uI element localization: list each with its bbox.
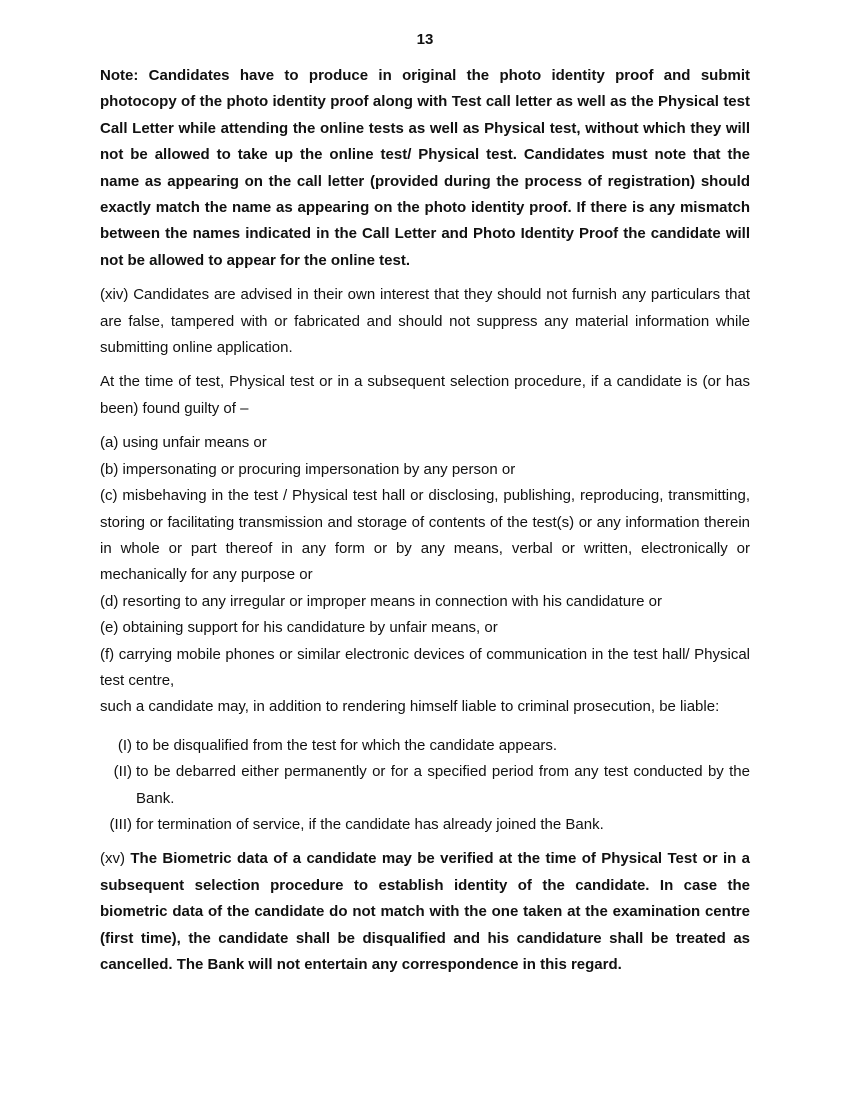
penalty-text: for termination of service, if the candidate has already joined the Bank. [136,815,604,833]
page-number: 13 [416,31,434,48]
clause-xv [100,846,750,978]
list-item-d: (d) resorting to any irregular or improper means in connection with his candidature or [100,592,662,610]
penalty-item [100,759,750,812]
intro-paragraph: At the time of test, Physical test or in a subsequent selection procedure, if a candidate is (or has been) found guilty of – [100,373,750,417]
penalty-number: (I) [117,736,132,754]
penalty-item [100,733,750,759]
list-item-c: (c) misbehaving in the test / Physical test hall or disclosing, publishing, reproducing, transmitting, storing or facilitating transmission and storage of contents of the test(s) or any information therein in whole or part thereof in any form or by any means, verbal or written, electronically or mechanically for any purpose or [100,487,750,584]
liable-paragraph: such a candidate may, in addition to rendering himself liable to criminal prosecution, be liable: [100,698,720,716]
penalty-item [100,812,750,838]
list-item-f: (f) carrying mobile phones or similar electronic devices of communication in the test hall/ Physical test centre, [100,645,750,689]
misconduct-list [100,430,750,720]
document-page [100,30,750,978]
clause-xiv: (xiv) Candidates are advised in their own interest that they should not furnish any particulars that are false, tampered with or fabricated and should not suppress any material information while submitting online application. [100,286,750,357]
note-paragraph: Note: Candidates have to produce in original the photo identity proof and submit photocopy of the photo identity proof along with Test call letter as well as the Physical test Call Letter while attending the online tests as well as Physical test, without which they will not be allowed to take up the online test/ Physical test. Candidates must note that the name as appearing on the call letter (provided during the process of registration) should exactly match the name as appearing on the photo identity proof. If there is any mismatch between the names indicated in the Call Letter and Photo Identity Proof the candidate will not be allowed to appear for the online test. [100,67,750,269]
list-item-a: (a) using unfair means or [100,434,267,452]
penalty-list [100,733,750,839]
penalty-number: (II) [113,763,132,781]
penalty-number: (III) [109,815,132,833]
list-item-e: (e) obtaining support for his candidature by unfair means, or [100,619,498,637]
penalty-text: to be debarred either permanently or for a specified period from any test conducted by the Bank. [136,763,750,807]
penalty-text: to be disqualified from the test for which the candidate appears. [136,736,558,754]
clause-xv-text: The Biometric data of a candidate may be verified at the time of Physical Test or in a subsequent selection procedure to establish identity of the candidate. In case the biometric data of the candidate do not match with the one taken at the examination centre (first time), the candidate shall be disqualified and his candidature shall be treated as cancelled. The Bank will not entertain any correspondence in this regard. [100,850,751,973]
clause-xv-label: (xv) [100,850,125,868]
list-item-b: (b) impersonating or procuring impersonation by any person or [100,460,516,478]
